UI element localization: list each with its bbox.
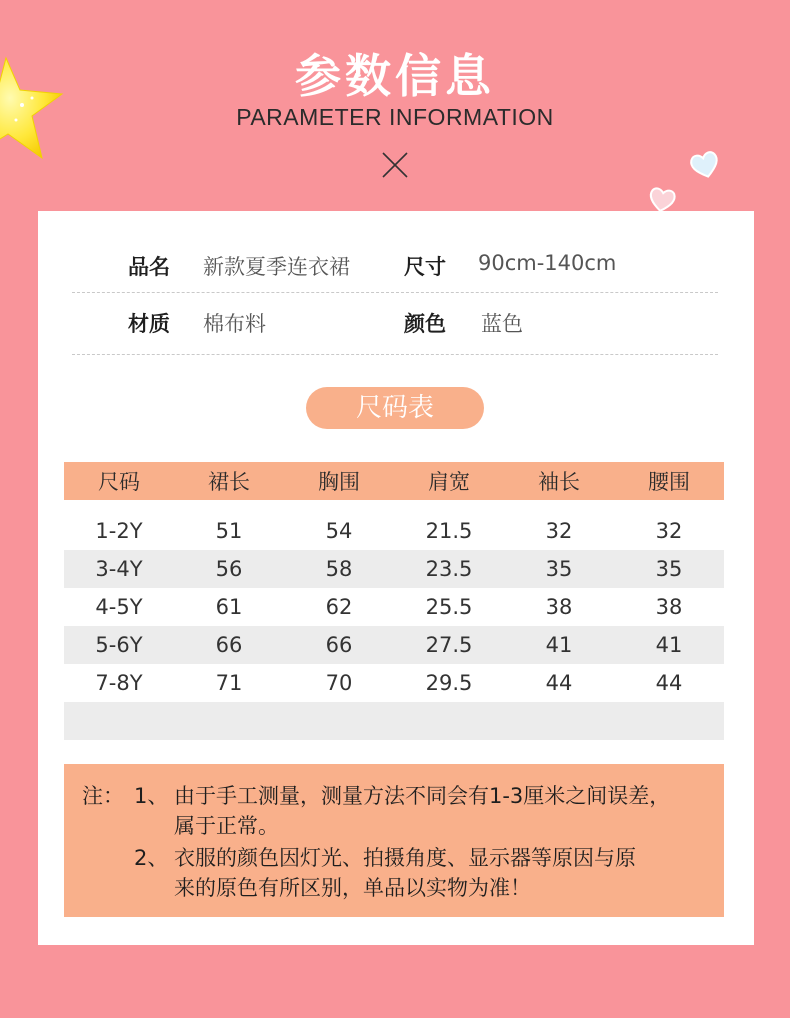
table-cell: 4-5Y	[95, 595, 143, 619]
divider	[72, 354, 718, 355]
table-cell: 44	[655, 671, 683, 695]
color-label: 颜色	[404, 312, 446, 336]
table-cell: 1-2Y	[95, 519, 143, 543]
size-chart-title: 尺码表	[306, 387, 484, 429]
table-row	[64, 626, 724, 664]
column-header: 袖长	[538, 470, 580, 494]
note-number: 1、	[134, 784, 169, 808]
note-line: 来的原色有所区别，单品以实物为准！	[174, 876, 531, 900]
table-cell: 51	[215, 519, 243, 543]
column-header: 尺码	[98, 470, 140, 494]
material-label: 材质	[128, 312, 170, 336]
table-empty-row	[64, 702, 724, 740]
name-label: 品名	[128, 255, 170, 279]
table-cell: 58	[325, 557, 353, 581]
table-cell: 35	[655, 557, 683, 581]
page-subtitle: PARAMETER INFORMATION	[236, 104, 554, 130]
table-cell: 66	[215, 633, 243, 657]
table-cell: 38	[545, 595, 573, 619]
table-cell: 38	[655, 595, 683, 619]
column-header: 裙长	[208, 470, 250, 494]
table-cell: 29.5	[425, 671, 473, 695]
table-cell: 7-8Y	[95, 671, 143, 695]
size-value: 90cm-140cm	[478, 251, 617, 275]
size-label: 尺寸	[404, 255, 446, 279]
info-row	[38, 251, 754, 291]
note-label: 注：	[82, 784, 124, 808]
note-line: 衣服的颜色因灯光、拍摄角度、显示器等原因与原	[174, 846, 636, 870]
page-title: 参数信息	[295, 49, 495, 103]
table-header	[64, 462, 724, 500]
star-icon	[0, 50, 72, 170]
parameter-panel	[38, 211, 754, 945]
table-row	[64, 550, 724, 588]
table-cell: 54	[325, 519, 353, 543]
note-line: 属于正常。	[174, 814, 279, 838]
table-cell: 70	[325, 671, 353, 695]
color-value: 蓝色	[481, 312, 523, 336]
table-cell: 3-4Y	[95, 557, 143, 581]
table-cell: 25.5	[425, 595, 473, 619]
table-cell: 23.5	[425, 557, 473, 581]
column-header: 胸围	[318, 470, 360, 494]
cross-icon	[380, 150, 410, 180]
table-cell: 41	[655, 633, 683, 657]
note-box	[64, 764, 724, 917]
table-row	[64, 588, 724, 626]
name-value: 新款夏季连衣裙	[203, 255, 350, 279]
note-text	[174, 843, 714, 903]
table-row	[64, 664, 724, 702]
table-row	[64, 512, 724, 550]
info-row	[38, 308, 754, 348]
heart-icon	[688, 150, 722, 180]
table-cell: 41	[545, 633, 573, 657]
table-cell: 5-6Y	[95, 633, 143, 657]
divider	[72, 292, 718, 293]
size-table	[64, 462, 724, 740]
table-cell: 61	[215, 595, 243, 619]
column-header: 肩宽	[428, 470, 470, 494]
table-cell: 44	[545, 671, 573, 695]
table-cell: 21.5	[425, 519, 473, 543]
heart-icon	[646, 186, 678, 214]
table-cell: 35	[545, 557, 573, 581]
table-cell: 62	[325, 595, 353, 619]
table-cell: 27.5	[425, 633, 473, 657]
note-line: 由于手工测量，测量方法不同会有1-3厘米之间误差，	[174, 784, 671, 808]
table-cell: 32	[545, 519, 573, 543]
table-cell: 71	[215, 671, 243, 695]
note-number: 2、	[134, 846, 169, 870]
material-value: 棉布料	[203, 312, 266, 336]
note-text	[174, 781, 714, 841]
table-cell: 66	[325, 633, 353, 657]
column-header: 腰围	[648, 470, 690, 494]
table-cell: 56	[215, 557, 243, 581]
table-cell: 32	[655, 519, 683, 543]
